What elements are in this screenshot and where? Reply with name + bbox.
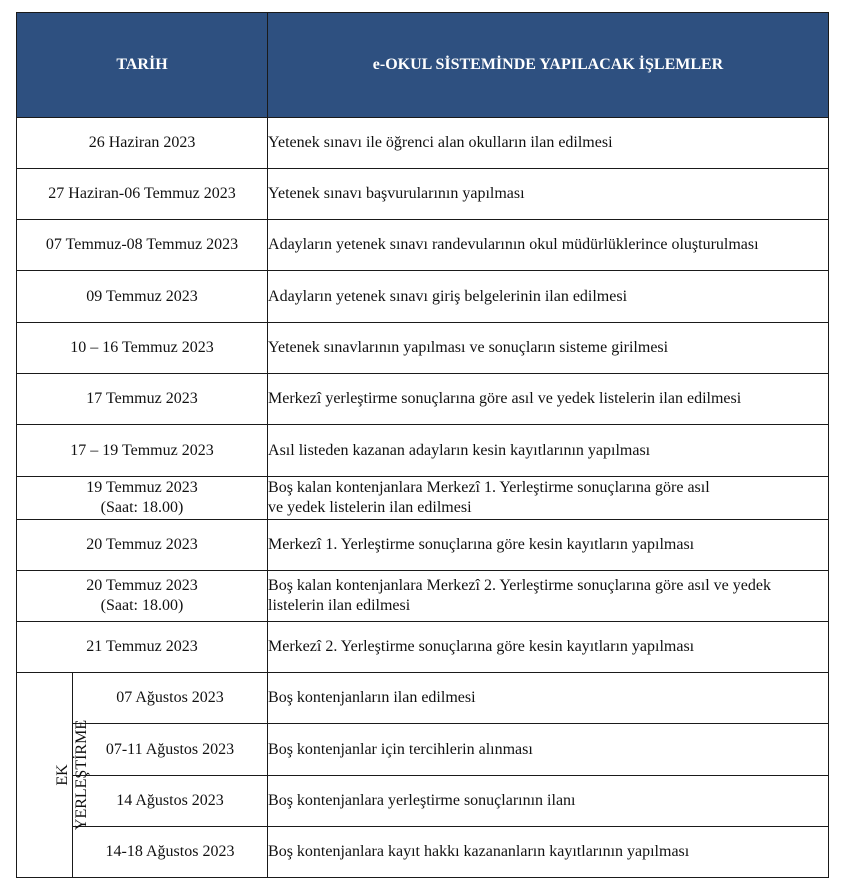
table-row	[17, 118, 829, 169]
row-date: 09 Temmuz 2023	[17, 271, 268, 323]
table-row	[17, 520, 829, 571]
row-date: 14-18 Ağustos 2023	[73, 827, 268, 878]
row-date: 20 Temmuz 2023	[86, 577, 198, 594]
ek-yerlestirme-label	[53, 719, 91, 829]
row-date: 10 – 16 Temmuz 2023	[17, 323, 268, 374]
row-activity: Yetenek sınavlarının yapılması ve sonuçların sisteme girilmesi	[268, 323, 829, 374]
row-activity-cell	[268, 571, 829, 622]
ek-label-line2: YERLEŞTİRME	[73, 719, 91, 830]
row-activity: Merkezî 2. Yerleştirme sonuçlarına göre kesin kayıtların yapılması	[268, 622, 829, 673]
table-row	[17, 220, 829, 271]
row-activity: Adayların yetenek sınavı randevularının okul müdürlüklerince oluşturulması	[268, 220, 829, 271]
ek-label-line1: EK	[54, 763, 72, 786]
row-date: 07 Temmuz-08 Temmuz 2023	[17, 220, 268, 271]
header-row	[17, 13, 829, 118]
row-date: 17 – 19 Temmuz 2023	[17, 425, 268, 477]
row-activity: Adayların yetenek sınavı giriş belgelerinin ilan edilmesi	[268, 271, 829, 323]
row-date-note: (Saat: 18.00)	[100, 499, 184, 516]
row-activity: Boş kontenjanlar için tercihlerin alınması	[268, 724, 829, 776]
row-activity-line2: ve yedek listelerin ilan edilmesi	[268, 499, 472, 516]
table-row	[17, 724, 829, 776]
table-row	[17, 571, 829, 622]
table-row	[17, 622, 829, 673]
ek-yerlestirme-group-label	[17, 673, 91, 878]
row-activity: Yetenek sınavı ile öğrenci alan okulların ilan edilmesi	[268, 118, 829, 169]
row-date: 19 Temmuz 2023	[86, 479, 198, 496]
row-date: 17 Temmuz 2023	[17, 374, 268, 425]
row-date-cell	[17, 477, 268, 520]
table-row	[17, 271, 829, 323]
row-date: 07-11 Ağustos 2023	[73, 724, 268, 776]
row-activity: Yetenek sınavı başvurularının yapılması	[268, 169, 829, 220]
row-activity: Merkezî yerleştirme sonuçlarına göre asıl ve yedek listelerin ilan edilmesi	[268, 374, 829, 425]
row-date: 20 Temmuz 2023	[17, 520, 268, 571]
row-activity: Boş kontenjanların ilan edilmesi	[268, 673, 829, 724]
table-row	[17, 169, 829, 220]
row-activity-cell	[268, 477, 829, 520]
table-row	[17, 776, 829, 827]
table-row	[17, 673, 829, 724]
table-row	[17, 374, 829, 425]
row-activity-line1: Boş kalan kontenjanlara Merkezî 1. Yerleştirme sonuçlarına göre asıl	[268, 479, 710, 496]
table-row	[17, 323, 829, 374]
operations-column-header: e-OKUL SİSTEMİNDE YAPILACAK İŞLEMLER	[268, 13, 829, 118]
row-date: 26 Haziran 2023	[17, 118, 268, 169]
row-activity-line1: Boş kalan kontenjanlara Merkezî 2. Yerleştirme sonuçlarına göre asıl ve yedek	[268, 577, 771, 594]
table-row	[17, 425, 829, 477]
row-date: 27 Haziran-06 Temmuz 2023	[17, 169, 268, 220]
row-date-cell	[17, 571, 268, 622]
row-date: 07 Ağustos 2023	[73, 673, 268, 724]
row-activity: Merkezî 1. Yerleştirme sonuçlarına göre kesin kayıtların yapılması	[268, 520, 829, 571]
row-date-note: (Saat: 18.00)	[100, 597, 184, 614]
row-activity-line2: listelerin ilan edilmesi	[268, 597, 411, 614]
table-row	[17, 477, 829, 520]
row-date: 14 Ağustos 2023	[73, 776, 268, 827]
date-column-header: TARİH	[17, 13, 268, 118]
row-date: 21 Temmuz 2023	[17, 622, 268, 673]
row-activity: Boş kontenjanlara yerleştirme sonuçlarının ilanı	[268, 776, 829, 827]
row-activity: Boş kontenjanlara kayıt hakkı kazananların kayıtlarının yapılması	[268, 827, 829, 878]
table-row	[17, 827, 829, 878]
schedule-table	[16, 12, 829, 878]
row-activity: Asıl listeden kazanan adayların kesin kayıtlarının yapılması	[268, 425, 829, 477]
